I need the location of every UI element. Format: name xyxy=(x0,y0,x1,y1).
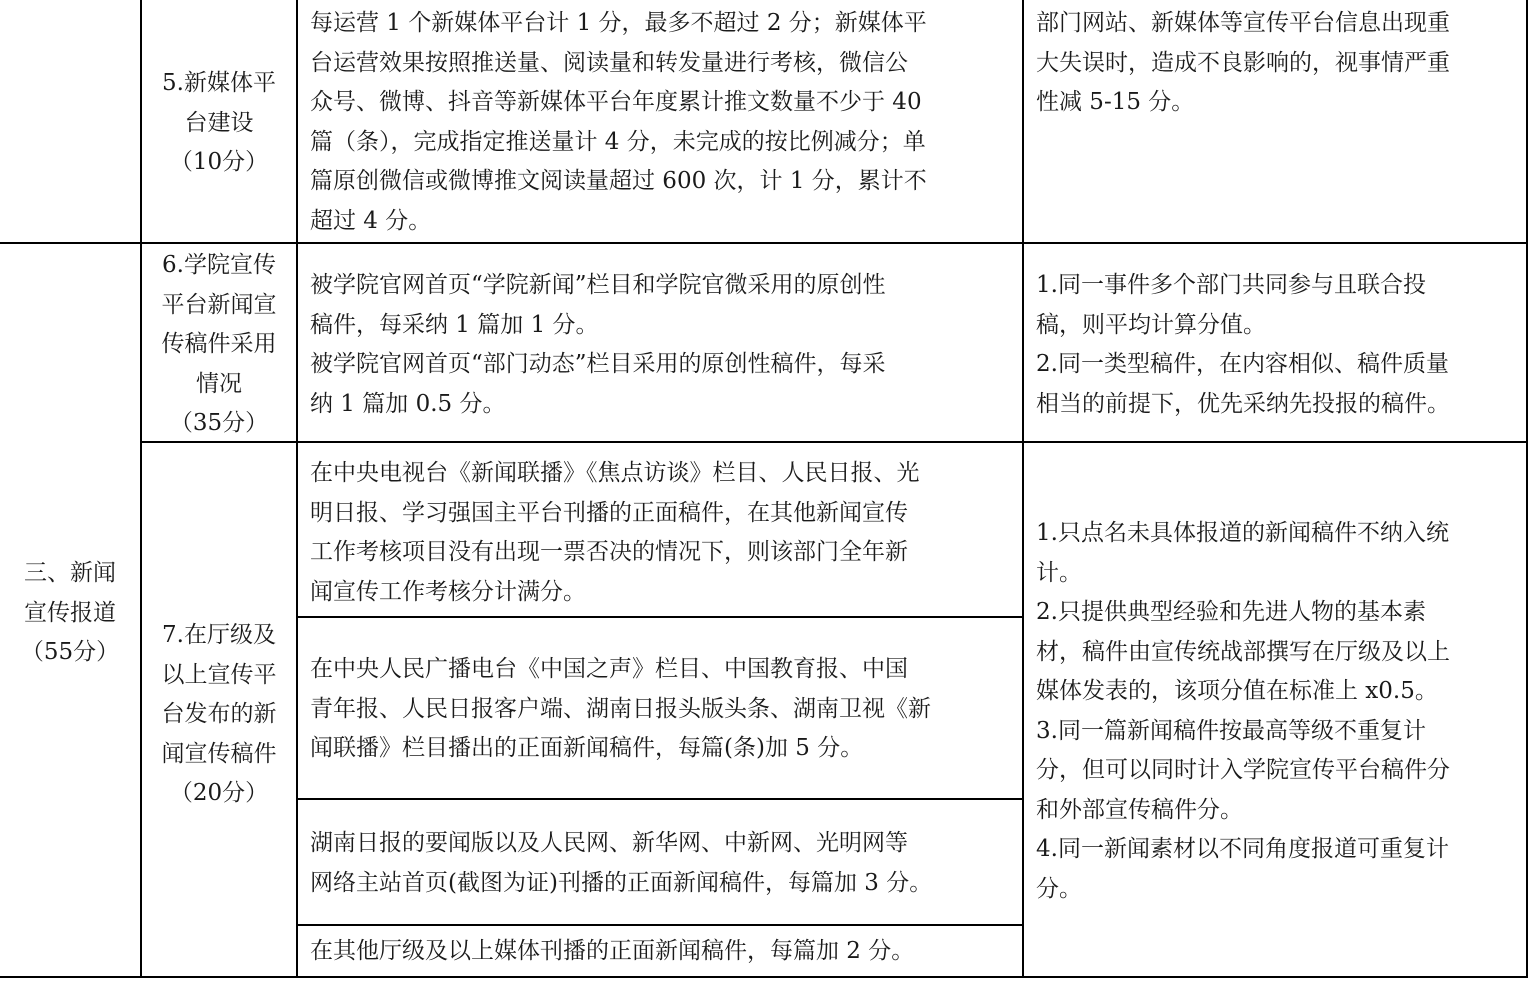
notes-line: 和外部宣传稿件分。 xyxy=(1036,796,1243,823)
notes-college-platform xyxy=(1036,266,1522,424)
grid-line xyxy=(140,441,1528,443)
criteria-line: 众号、微博、抖音等新媒体平台年度累计推文数量不少于 40 xyxy=(310,89,922,115)
item-line: 7.在厅级及 xyxy=(162,622,276,648)
notes-line: 3.同一篇新闻稿件按最高等级不重复计 xyxy=(1036,717,1426,744)
criteria-line: 超过 4 分。 xyxy=(310,207,432,234)
criteria-college-platform xyxy=(310,266,1015,424)
notes-line: 分，但可以同时计入学院宣传平台稿件分 xyxy=(1036,757,1450,783)
criteria-line: 纳 1 篇加 0.5 分。 xyxy=(310,390,506,417)
criteria-line: 篇（条），完成指定推送量计 4 分，未完成的按比例减分；单 xyxy=(310,128,926,155)
category-news-publicity xyxy=(0,554,140,673)
criteria-line: 被学院官网首页“学院新闻”栏目和学院官微采用的原创性 xyxy=(310,272,886,298)
item-line: 5.新媒体平 xyxy=(162,70,276,96)
grid-line xyxy=(1022,0,1024,978)
criteria-line: 闻联播》栏目播出的正面新闻稿件，每篇(条)加 5 分。 xyxy=(310,735,864,761)
grid-line xyxy=(296,616,1024,618)
item-line: 平台新闻宣 xyxy=(161,291,277,318)
criteria-line: 在其他厅级及以上媒体刊播的正面新闻稿件，每篇加 2 分。 xyxy=(310,938,915,964)
criteria-external-tier-c xyxy=(310,824,1015,903)
item-college-platform xyxy=(142,246,296,444)
notes-line: 稿，则平均计算分值。 xyxy=(1036,311,1266,338)
item-line: （35分） xyxy=(169,410,269,436)
item-line: 6.学院宣传 xyxy=(162,252,276,278)
criteria-line: 稿件，每采纳 1 篇加 1 分。 xyxy=(310,311,599,338)
item-line: （20分） xyxy=(169,780,269,806)
grid-line xyxy=(296,924,1024,926)
notes-line: 2.只提供典型经验和先进人物的基本素 xyxy=(1036,599,1426,625)
grid-line xyxy=(296,798,1024,800)
item-line: 传稿件采用 xyxy=(161,331,277,357)
grid-line xyxy=(296,0,298,978)
criteria-line: 篇原创微信或微博推文阅读量超过 600 次，计 1 分，累计不 xyxy=(310,168,927,194)
notes-line: 1.同一事件多个部门共同参与且联合投 xyxy=(1036,272,1426,298)
criteria-line: 在中央人民广播电台《中国之声》栏目、中国教育报、中国 xyxy=(310,656,908,682)
notes-line: 性减 5-15 分。 xyxy=(1036,89,1195,115)
criteria-line: 在中央电视台《新闻联播》《焦点访谈》栏目、人民日报、光 xyxy=(310,460,920,486)
criteria-line: 青年报、人民日报客户端、湖南日报头版头条、湖南卫视《新 xyxy=(310,695,931,722)
category-line: 三、新闻 xyxy=(24,560,116,586)
grid-line xyxy=(0,976,1528,978)
item-line: 台发布的新 xyxy=(161,701,277,727)
item-external-platforms xyxy=(142,616,296,814)
criteria-line: 闻宣传工作考核分计满分。 xyxy=(310,578,586,605)
notes-line: 相当的前提下，优先采纳先投报的稿件。 xyxy=(1036,390,1450,417)
notes-line: 大失误时，造成不良影响的，视事情严重 xyxy=(1036,49,1450,76)
criteria-external-tier-d xyxy=(310,932,1015,972)
criteria-external-tier-b xyxy=(310,650,1015,769)
item-new-media-platform xyxy=(142,64,296,183)
notes-line: 1.只点名未具体报道的新闻稿件不纳入统 xyxy=(1036,520,1449,546)
grid-line xyxy=(1526,0,1528,978)
notes-line: 分。 xyxy=(1036,875,1082,902)
notes-new-media-platform xyxy=(1036,4,1522,123)
item-line: 闻宣传稿件 xyxy=(161,740,277,767)
criteria-line: 台运营效果按照推送量、阅读量和转发量进行考核，微信公 xyxy=(310,49,908,76)
grid-line xyxy=(0,242,1528,244)
criteria-line: 明日报、学习强国主平台刊播的正面稿件，在其他新闻宣传 xyxy=(310,499,908,526)
criteria-line: 网络主站首页(截图为证)刊播的正面新闻稿件，每篇加 3 分。 xyxy=(310,869,933,896)
criteria-line: 工作考核项目没有出现一票否决的情况下，则该部门全年新 xyxy=(310,539,908,565)
notes-line: 材，稿件由宣传统战部撰写在厅级及以上 xyxy=(1036,638,1450,665)
criteria-line: 被学院官网首页“部门动态”栏目采用的原创性稿件，每采 xyxy=(310,351,886,377)
category-line: 宣传报道 xyxy=(24,599,116,626)
criteria-external-tier-a xyxy=(310,454,1015,612)
item-line: 台建设 xyxy=(184,109,254,136)
criteria-new-media-platform xyxy=(310,4,1015,241)
criteria-line: 每运营 1 个新媒体平台计 1 分，最多不超过 2 分；新媒体平 xyxy=(310,10,927,36)
notes-line: 媒体发表的，该项分值在标准上 x0.5。 xyxy=(1036,678,1438,704)
notes-line: 计。 xyxy=(1036,559,1082,586)
item-line: （10分） xyxy=(169,149,269,175)
notes-line: 4.同一新闻素材以不同角度报道可重复计 xyxy=(1036,836,1449,862)
notes-line: 2.同一类型稿件，在内容相似、稿件质量 xyxy=(1036,351,1449,377)
notes-line: 部门网站、新媒体等宣传平台信息出现重 xyxy=(1036,10,1450,36)
criteria-line: 湖南日报的要闻版以及人民网、新华网、中新网、光明网等 xyxy=(310,830,908,856)
notes-external-platforms xyxy=(1036,514,1522,909)
category-line: （55分） xyxy=(20,639,120,665)
item-line: 以上宣传平 xyxy=(161,661,277,688)
item-line: 情况 xyxy=(196,370,242,397)
